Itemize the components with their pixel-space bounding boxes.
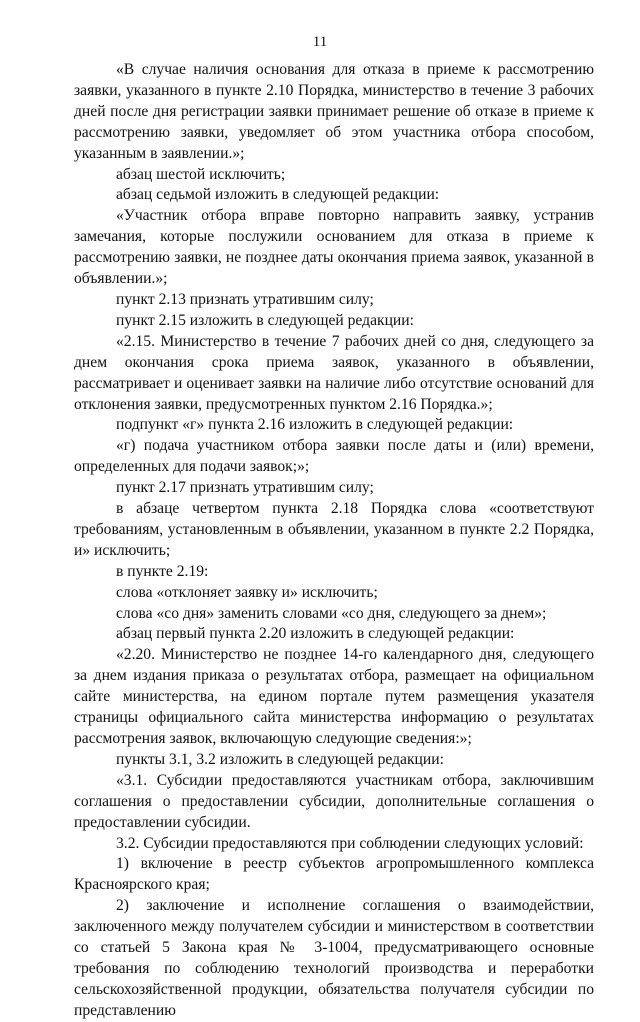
document-body xyxy=(74,60,594,1022)
paragraph: пункт 2.17 признать утратившим силу; xyxy=(116,479,374,497)
paragraph: абзац седьмой изложить в следующей редакции: xyxy=(116,186,440,204)
paragraph: в абзаце четвертом пункта 2.18 Порядка слова «соответствуют требованиям, установленным в объявлении, указанном в пункте 2.2 Порядка, и» исключить; xyxy=(74,500,594,559)
paragraph: 1) включение в реестр субъектов агропромышленного комплекса Красноярского края; xyxy=(74,855,594,894)
paragraph: слова «отклоняет заявку и» исключить; xyxy=(116,583,378,601)
paragraph: абзац шестой исключить; xyxy=(116,165,286,183)
paragraph: «3.1. Субсидии предоставляются участникам отбора, заключившим соглашения о предоставлении субсидии, дополнительные соглашения о предоставлении субсидии. xyxy=(74,771,594,831)
paragraph: слова «со дня» заменить словами «со дня, следующего за днем»; xyxy=(116,604,547,622)
paragraph: абзац первый пункта 2.20 изложить в следующей редакции: xyxy=(116,625,515,643)
paragraph: пункт 2.13 признать утратившим силу; xyxy=(116,290,374,308)
paragraph: «2.15. Министерство в течение 7 рабочих дней со дня, следующего за днем окончания срока приема заявок, указанного в объявлении, рассматривает и оценивает заявки на наличие либо отсутствие оснований для отклонения заявки, предусмотренных пунктом 2.16 Порядка.»; xyxy=(74,332,594,413)
paragraph: пункты 3.1, 3.2 изложить в следующей редакции: xyxy=(116,750,444,768)
paragraph: в пункте 2.19: xyxy=(116,562,209,580)
paragraph: «Участник отбора вправе повторно направить заявку, устранив замечания, которые послужили основанием для отказа в приеме к рассмотрению заявки, не позднее даты окончания приема заявок, указанной в объявлении.»; xyxy=(74,207,594,288)
page-number: 11 xyxy=(312,34,328,50)
paragraph: «2.20. Министерство не позднее 14-го календарного дня, следующего за днем издания приказа о результатах отбора, размещает на официальном сайте министерства, на едином портале путем размещения указателя страницы официального сайта министерства информацию о результатах рассмотрения заявок, включающую следующие сведения:»; xyxy=(74,646,594,747)
paragraph: «В случае наличия основания для отказа в приеме к рассмотрению заявки, указанного в пункте 2.10 Порядка, министерство в течение 3 рабочих дней после дня регистрации заявки принимает решение об отказе в приеме к рассмотрению заявки, уведомляет об этом участника отбора способом, указанным в заявлении.»; xyxy=(74,61,594,162)
paragraph: 2) заключение и исполнение соглашения о взаимодействии, заключенного между получателем субсидии и министерством в соответствии со статьей 5 Закона края № 3-1004, предусматривающего основные требования по соблюдению технологий производства и переработки сельскохозяйственной продукции, обязательства получателя субсидии по представлению xyxy=(74,897,594,1019)
paragraph: 3.2. Субсидии предоставляются при соблюдении следующих условий: xyxy=(116,834,584,852)
paragraph: «г) подача участником отбора заявки после даты и (или) времени, определенных для подачи заявок;»; xyxy=(74,437,594,476)
paragraph: подпункт «г» пункта 2.16 изложить в следующей редакции: xyxy=(116,416,514,434)
paragraph: пункт 2.15 изложить в следующей редакции: xyxy=(116,311,414,329)
